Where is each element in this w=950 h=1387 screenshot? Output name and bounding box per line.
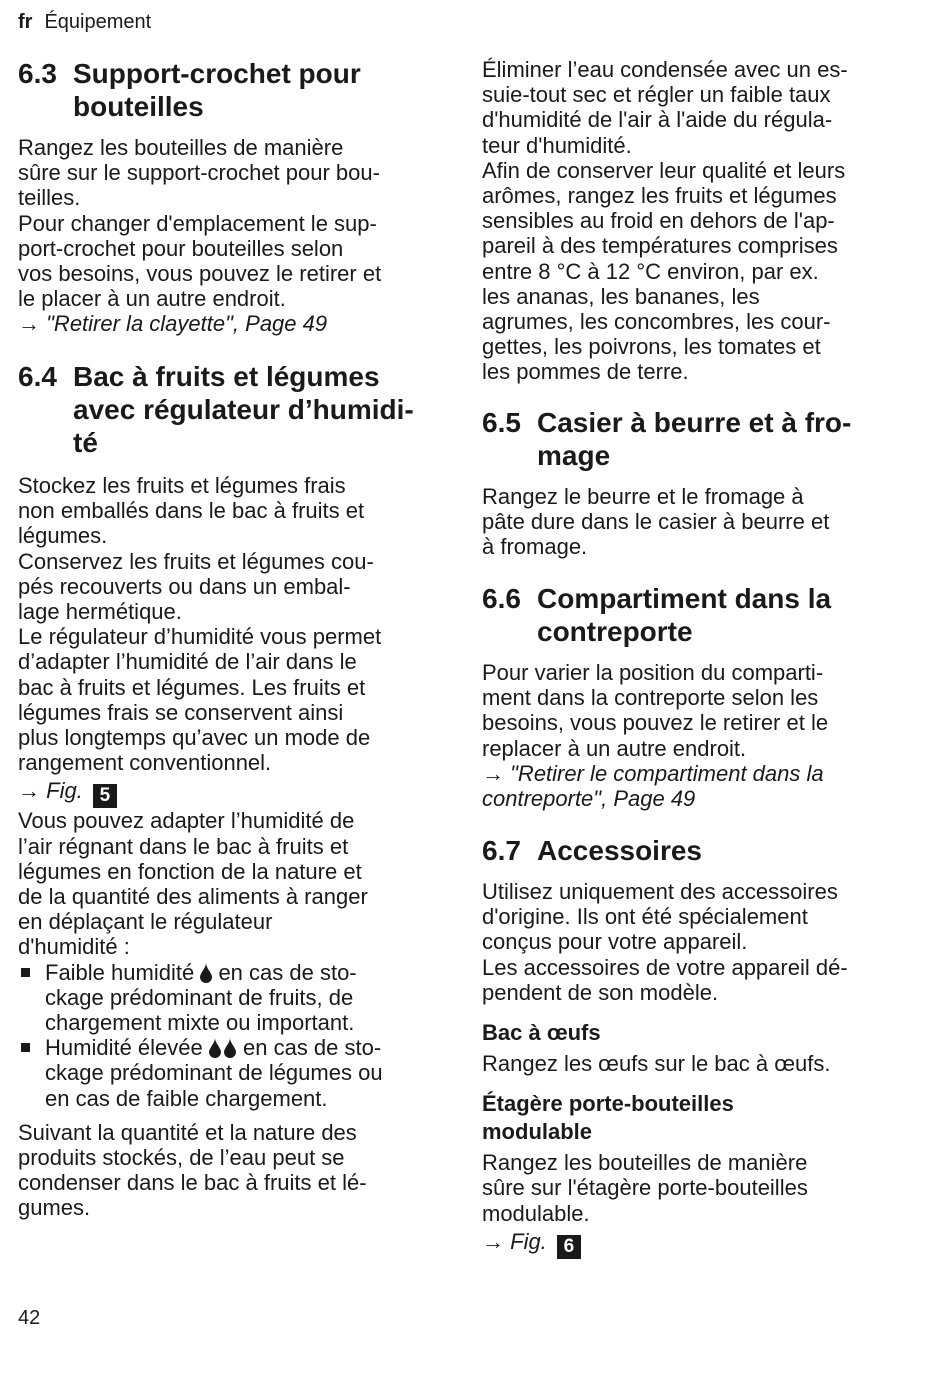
section-heading (482, 406, 902, 472)
title-line: té (73, 427, 98, 458)
paragraph (18, 1120, 438, 1221)
text-line: légumes. (18, 523, 108, 549)
figure-number-badge: 5 (93, 784, 117, 808)
section-number: 6.7 (482, 835, 521, 866)
arrow-right-icon: → (18, 778, 40, 804)
text-line: Rangez les bouteilles de manière (18, 135, 344, 160)
title-line: Bac à fruits et légumes (73, 361, 380, 392)
single-droplet-icon (200, 963, 212, 983)
text-line: lage hermétique. (18, 599, 182, 625)
text-line: Vous pouvez adapter l’humidité de (18, 808, 355, 834)
section-6-6 (482, 582, 902, 811)
text-line: à fromage. (482, 534, 588, 560)
figure-label: Fig. (46, 778, 83, 804)
text-line: ment dans la contreporte selon les (482, 685, 819, 711)
arrow-right-icon: → (482, 1228, 504, 1254)
text-line: gettes, les poivrons, les tomates et (482, 334, 821, 360)
section-6-7 (482, 834, 902, 1259)
bullet-square-icon (21, 1043, 30, 1052)
section-6-3 (18, 57, 438, 337)
text-line: en cas de faible chargement. (45, 1085, 328, 1111)
text-line: Stockez les fruits et légumes frais (18, 473, 346, 498)
text-line: d’adapter l’humidité de l’air dans le (18, 649, 357, 675)
text-line: Pour varier la position du comparti- (482, 660, 824, 685)
text-line: bac à fruits et légumes. Les fruits et (18, 674, 366, 700)
cross-reference-link[interactable] (482, 761, 902, 811)
text-line: les ananas, les bananes, les (482, 283, 760, 309)
text-line: en cas de sto- (218, 959, 357, 985)
text-line: pendent de son modèle. (482, 979, 719, 1005)
section-6-4-continued (482, 57, 902, 385)
section-6-5 (482, 406, 902, 560)
text-line: ckage prédominant de fruits, de (45, 984, 354, 1010)
text-line: sûre sur l'étagère porte-bouteilles (482, 1175, 808, 1201)
text-line: légumes en fonction de la nature et (18, 858, 362, 884)
paragraph (482, 57, 902, 385)
page-number: 42 (18, 1307, 41, 1329)
text-line: Utilisez uniquement des accessoires (482, 879, 838, 904)
text-line: en déplaçant le régulateur (18, 909, 273, 935)
text-line: Les accessoires de votre appareil dé- (482, 954, 848, 980)
title-line: contreporte (537, 616, 693, 647)
text-line: légumes frais se conservent ainsi (18, 699, 344, 725)
text-line: d'humidité de l'air à l'aide du régula- (482, 107, 833, 133)
text-line: port-crochet pour bouteilles selon (18, 235, 344, 261)
text-line: Rangez les bouteilles de manière (482, 1150, 808, 1176)
section-number: 6.3 (18, 58, 57, 89)
text-line: de la quantité des aliments à ranger (18, 884, 368, 910)
text-line: l’air régnant dans le bac à fruits et (18, 833, 349, 859)
cross-reference-link[interactable] (18, 311, 438, 336)
section-title (537, 582, 902, 648)
text-line: rangement conventionnel. (18, 750, 272, 776)
section-6-4 (18, 360, 438, 1221)
paragraph: Rangez les œufs sur le bac à œufs. (482, 1051, 831, 1077)
chapter-name: Équipement (44, 11, 152, 33)
text-line: conçus pour votre appareil. (482, 929, 748, 955)
title-line: avec régulateur d’humidi- (73, 394, 414, 425)
text-line: condenser dans le bac à fruits et lé- (18, 1170, 367, 1196)
text-line: ckage prédominant de légumes ou (45, 1060, 383, 1086)
text-line: d'humidité : (18, 934, 130, 960)
language-code: fr (18, 11, 33, 33)
title-line: Support-crochet pour (73, 58, 361, 89)
text-line: Pour changer d'emplacement le sup- (18, 210, 377, 236)
paragraph (482, 660, 902, 761)
text-line: Suivant la quantité et la nature des (18, 1119, 357, 1145)
text-line: suie-tout sec et régler un faible taux (482, 82, 831, 108)
text-line: les pommes de terre. (482, 359, 689, 385)
figure-number-badge: 6 (557, 1235, 581, 1259)
text-line: Faible humidité (45, 959, 195, 985)
title-line: Étagère porte-bouteilles (482, 1091, 734, 1117)
bullet-square-icon (21, 968, 30, 977)
text-line: Le régulateur d’humidité vous permet (18, 624, 382, 650)
title-line: modulable (482, 1119, 593, 1145)
section-number: 6.6 (482, 583, 521, 614)
title-line: Compartiment dans la (537, 583, 832, 614)
section-title: Accessoires (537, 835, 703, 866)
text-line: vos besoins, vous pouvez le retirer et (18, 261, 382, 287)
text-line: non emballés dans le bac à fruits et (18, 498, 365, 524)
paragraph (482, 1150, 902, 1226)
paragraph (18, 135, 438, 311)
section-heading (482, 582, 902, 648)
title-line: mage (537, 440, 611, 471)
text-line: Rangez le beurre et le fromage à (482, 484, 804, 509)
subsection-title (482, 1090, 902, 1146)
paragraph (18, 808, 438, 959)
text-line: sûre sur le support-crochet pour bou- (18, 160, 380, 186)
section-title (73, 360, 438, 459)
text-line: Afin de conserver leur qualité et leurs (482, 157, 846, 183)
arrow-right-icon: → (482, 760, 504, 786)
text-line: entre 8 °C à 12 °C environ, par ex. (482, 258, 819, 284)
text-line: produits stockés, de l’eau peut se (18, 1145, 345, 1171)
text-line: teur d'humidité. (482, 132, 632, 158)
paragraph (482, 879, 902, 1005)
text-line: arômes, rangez les fruits et légumes (482, 183, 837, 209)
text-line: sensibles au froid en dehors de l'ap- (482, 208, 835, 234)
text-line: agrumes, les concombres, les cour- (482, 309, 831, 335)
title-line: bouteilles (73, 91, 204, 122)
text-line: pâte dure dans le casier à beurre et (482, 509, 830, 535)
text-line: gumes. (18, 1195, 91, 1221)
section-title (537, 406, 902, 472)
figure-reference-link[interactable] (18, 778, 438, 808)
section-heading (482, 834, 902, 867)
list-item (18, 960, 438, 1036)
humidity-list (18, 960, 438, 1111)
section-heading (18, 57, 438, 123)
text-line: plus longtemps qu’avec un mode de (18, 725, 371, 751)
running-header (18, 10, 151, 34)
section-title (73, 57, 438, 123)
reference-text: "Retirer la clayette", Page 49 (46, 311, 328, 337)
text-line: modulable. (482, 1200, 590, 1226)
text-line: Conservez les fruits et légumes cou- (18, 548, 374, 574)
text-line: besoins, vous pouvez le retirer et le (482, 710, 829, 736)
subsection-title: Bac à œufs (482, 1020, 601, 1046)
text-line: Éliminer l’eau condensée avec un es- (482, 57, 848, 82)
figure-reference-link[interactable] (482, 1229, 902, 1259)
section-number: 6.4 (18, 361, 57, 392)
list-item (18, 1035, 438, 1111)
text-line: replacer à un autre endroit. (482, 735, 747, 761)
text-line: Humidité élevée (45, 1035, 203, 1061)
title-line: Casier à beurre et à fro- (537, 407, 852, 438)
figure-label: Fig. (510, 1228, 547, 1254)
text-line: le placer à un autre endroit. (18, 286, 286, 312)
section-number: 6.5 (482, 407, 521, 438)
reference-text: "Retirer le compartiment dans la (510, 760, 824, 786)
double-droplet-icon (209, 1038, 237, 1058)
text-line: pareil à des températures comprises (482, 233, 838, 259)
text-line: d'origine. Ils ont été spécialement (482, 904, 808, 930)
text-line: en cas de sto- (243, 1035, 382, 1061)
text-line: teilles. (18, 185, 81, 211)
reference-text: contreporte", Page 49 (482, 786, 696, 812)
paragraph (18, 473, 438, 775)
text-line: pés recouverts ou dans un embal- (18, 573, 351, 599)
arrow-right-icon: → (18, 311, 40, 337)
paragraph (482, 484, 902, 560)
section-heading (18, 360, 438, 459)
text-line: chargement mixte ou important. (45, 1010, 355, 1036)
